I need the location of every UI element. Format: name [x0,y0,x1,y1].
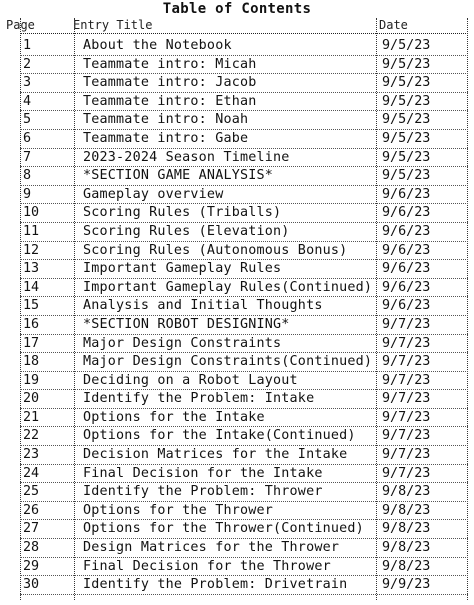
row-page-number: 17 [23,335,40,351]
row-date: 9/5/23 [382,149,431,165]
table-row [20,242,468,261]
table-row [20,149,468,168]
table-row [20,390,468,409]
row-date: 9/8/23 [382,521,431,537]
row-date: 9/6/23 [382,205,431,221]
table-row [20,167,468,186]
row-entry-title: Teammate intro: Noah [83,112,249,128]
row-entry-title: Final Decision for the Thrower [83,558,331,574]
row-page-number: 11 [23,223,40,239]
table-row [20,316,468,335]
row-date: 9/7/23 [382,428,431,444]
row-page-number: 19 [23,372,40,388]
row-date: 9/9/23 [382,577,431,593]
row-page-number: 26 [23,502,40,518]
table-row [20,465,468,484]
row-entry-title: Scoring Rules (Autonomous Bonus) [83,242,348,258]
row-page-number: 12 [23,242,40,258]
row-date: 9/5/23 [382,56,431,72]
table-row [20,427,468,446]
table-row [20,539,468,558]
row-page-number: 22 [23,428,40,444]
row-entry-title: About the Notebook [83,38,232,53]
column-header-page: Page [6,18,35,32]
row-page-number: 24 [23,465,40,481]
row-date: 9/7/23 [382,316,431,332]
row-entry-title: Options for the Thrower(Continued) [83,521,364,537]
table-row [20,279,468,298]
row-entry-title: Design Matrices for the Thrower [83,540,340,556]
row-entry-title: Scoring Rules (Triballs) [83,205,282,221]
row-entry-title: Major Design Constraints [83,335,282,351]
row-page-number: 27 [23,521,40,537]
row-page-number: 2 [23,56,32,72]
row-page-number: 6 [23,130,32,146]
row-date: 9/6/23 [382,242,431,258]
row-entry-title: Final Decision for the Intake [83,465,323,481]
row-date: 9/5/23 [382,93,431,109]
row-date: 9/6/23 [382,298,431,314]
row-date: 9/7/23 [382,335,431,351]
table-row [20,93,468,112]
row-entry-title: Important Gameplay Rules [83,261,282,277]
row-entry-title: Scoring Rules (Elevation) [83,223,290,239]
table-row [20,353,468,372]
table-row [20,74,468,93]
column-header-date: Date [379,18,408,32]
table-row [20,37,468,56]
row-entry-title: Identify the Problem: Intake [83,391,315,407]
row-date: 9/6/23 [382,223,431,239]
row-page-number: 20 [23,391,40,407]
table-row [20,576,468,595]
row-page-number: 23 [23,447,40,463]
row-entry-title: Teammate intro: Ethan [83,93,257,109]
row-entry-title: Gameplay overview [83,186,224,202]
row-page-number: 10 [23,205,40,221]
table-row [20,483,468,502]
table-row [20,558,468,577]
table-row [20,260,468,279]
row-page-number: 29 [23,558,40,574]
row-date: 9/6/23 [382,279,431,295]
row-page-number: 7 [23,149,32,165]
table-row [20,297,468,316]
page-title: Table of Contents [162,1,312,17]
row-page-number: 21 [23,409,40,425]
row-date: 9/7/23 [382,465,431,481]
row-date: 9/6/23 [382,186,431,202]
row-entry-title: 2023-2024 Season Timeline [83,149,290,165]
row-page-number: 5 [23,112,32,128]
header-divider [20,33,468,34]
row-page-number: 18 [23,354,40,370]
table-row [20,56,468,75]
row-entry-title: *SECTION GAME ANALYSIS* [83,168,274,184]
row-entry-title: Identify the Problem: Drivetrain [83,577,348,593]
row-entry-title: Teammate intro: Gabe [83,130,249,146]
table-row [20,520,468,539]
table-row [20,409,468,428]
row-entry-title: Options for the Thrower [83,502,274,518]
row-date: 9/5/23 [382,130,431,146]
row-date: 9/5/23 [382,75,431,91]
row-date: 9/5/23 [382,168,431,184]
table-row [20,204,468,223]
column-header-entry-title: Entry Title [73,18,153,32]
row-entry-title: Major Design Constraints(Continued) [83,354,373,370]
row-entry-title: *SECTION ROBOT DESIGNING* [83,316,290,332]
row-date: 9/7/23 [382,391,431,407]
row-entry-title: Decision Matrices for the Intake [83,447,348,463]
row-page-number: 4 [23,93,32,109]
row-date: 9/8/23 [382,484,431,500]
row-page-number: 8 [23,168,32,184]
row-page-number: 30 [23,577,40,593]
row-date: 9/8/23 [382,502,431,518]
row-date: 9/8/23 [382,558,431,574]
table-row [20,130,468,149]
row-entry-title: Identify the Problem: Thrower [83,484,323,500]
row-page-number: 13 [23,261,40,277]
row-page-number: 9 [23,186,32,202]
row-page-number: 14 [23,279,40,295]
row-date: 9/7/23 [382,354,431,370]
row-entry-title: Important Gameplay Rules(Continued) [83,279,373,295]
row-entry-title: Analysis and Initial Thoughts [83,298,323,314]
row-date: 9/8/23 [382,540,431,556]
row-entry-title: Deciding on a Robot Layout [83,372,298,388]
row-page-number: 28 [23,540,40,556]
row-page-number: 1 [23,38,32,53]
row-entry-title: Options for the Intake(Continued) [83,428,356,444]
row-page-number: 16 [23,316,40,332]
row-page-number: 15 [23,298,40,314]
table-row [20,372,468,391]
row-entry-title: Options for the Intake [83,409,265,425]
row-date: 9/7/23 [382,372,431,388]
table-row [20,502,468,521]
row-page-number: 3 [23,75,32,91]
table-row [20,446,468,465]
row-date: 9/6/23 [382,261,431,277]
row-entry-title: Teammate intro: Jacob [83,75,257,91]
table-row [20,111,468,130]
toc-rows [0,37,474,595]
row-date: 9/7/23 [382,447,431,463]
row-entry-title: Teammate intro: Micah [83,56,257,72]
table-row [20,223,468,242]
row-page-number: 25 [23,484,40,500]
table-row [20,335,468,354]
row-date: 9/7/23 [382,409,431,425]
row-date: 9/5/23 [382,38,431,53]
table-row [20,186,468,205]
row-date: 9/5/23 [382,112,431,128]
